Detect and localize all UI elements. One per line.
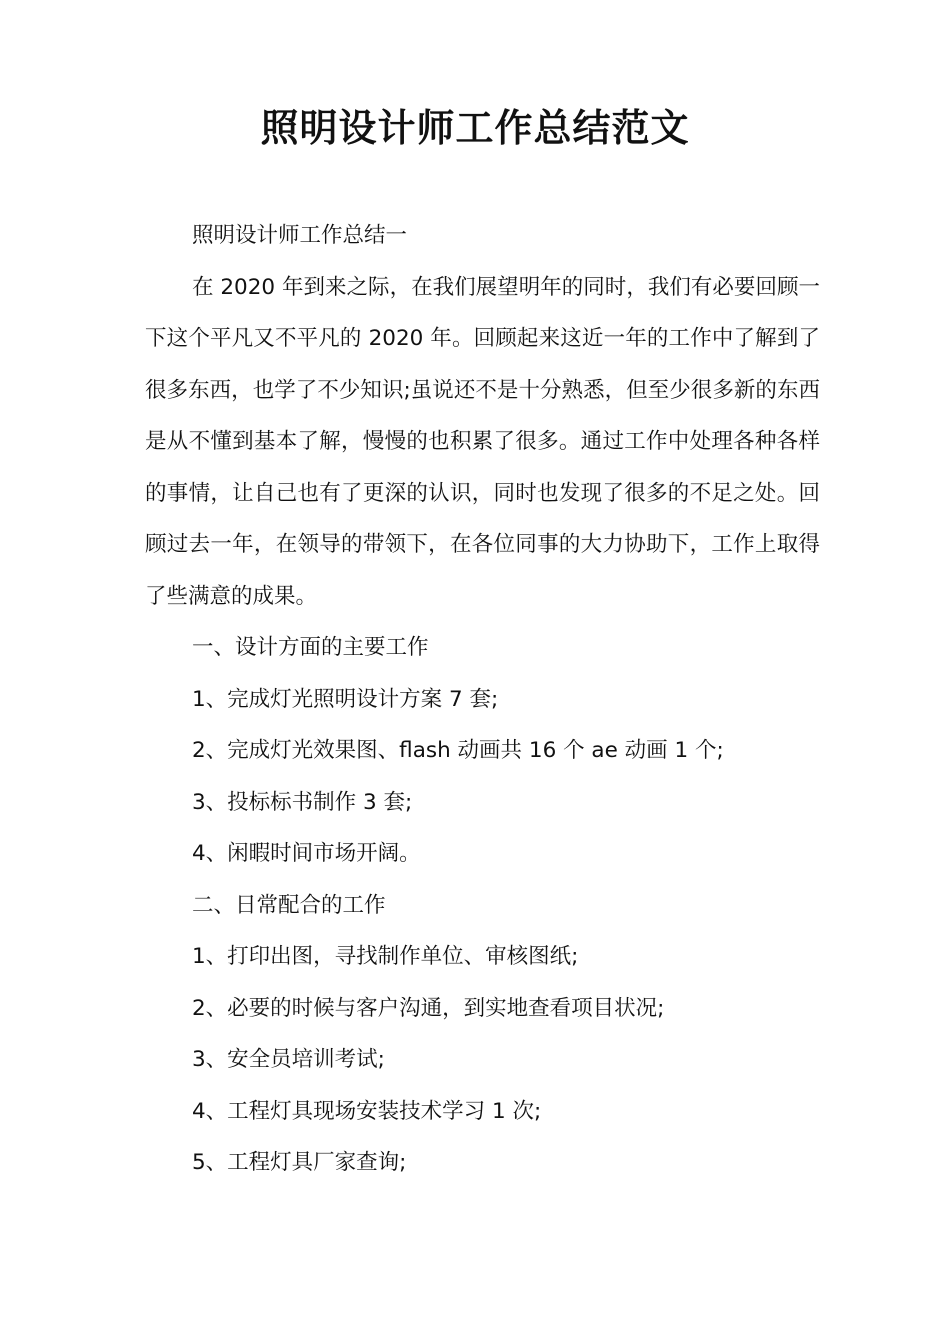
part2-item: 1、打印出图，寻找制作单位、审核图纸;	[192, 944, 579, 969]
part1-heading: 一、设计方面的主要工作	[192, 635, 429, 660]
part2-item: 3、安全员培训考试;	[192, 1047, 385, 1072]
part1-item: 2、完成灯光效果图、flash 动画共 16 个 ae 动画 1 个;	[192, 738, 724, 763]
document-title: 照明设计师工作总结范文	[260, 106, 690, 150]
document-body	[145, 210, 820, 1189]
part2-heading: 二、日常配合的工作	[192, 892, 386, 918]
part2-item: 4、工程灯具现场安装技术学习 1 次;	[192, 1098, 542, 1124]
part1-item: 1、完成灯光照明设计方案 7 套;	[192, 686, 499, 712]
intro-paragraph: 在 2020 年到来之际，在我们展望明年的同时，我们有必要回顾一下这个平凡又不平凡的 2020 年。回顾起来这近一年的工作中了解到了很多东西，也学了不少知识;虽说还不是十分熟悉，但至少很多新的东西是从不懂到基本了解，慢慢的也积累了很多。通过工作中处理各种各样的事情，让自己也有了更深的认识，同时也发现了很多的不足之处。回顾过去一年，在领导的带领下，在各位同事的大力协助下，工作上取得了些满意的成果。	[145, 274, 820, 609]
part1-item: 4、闲暇时间市场开阔。	[192, 841, 421, 866]
section-title: 照明设计师工作总结一	[192, 223, 408, 248]
part2-item: 2、必要的时候与客户沟通，到实地查看项目状况;	[192, 995, 665, 1021]
part1-item: 3、投标标书制作 3 套;	[192, 789, 413, 815]
part2-item: 5、工程灯具厂家查询;	[192, 1150, 407, 1175]
